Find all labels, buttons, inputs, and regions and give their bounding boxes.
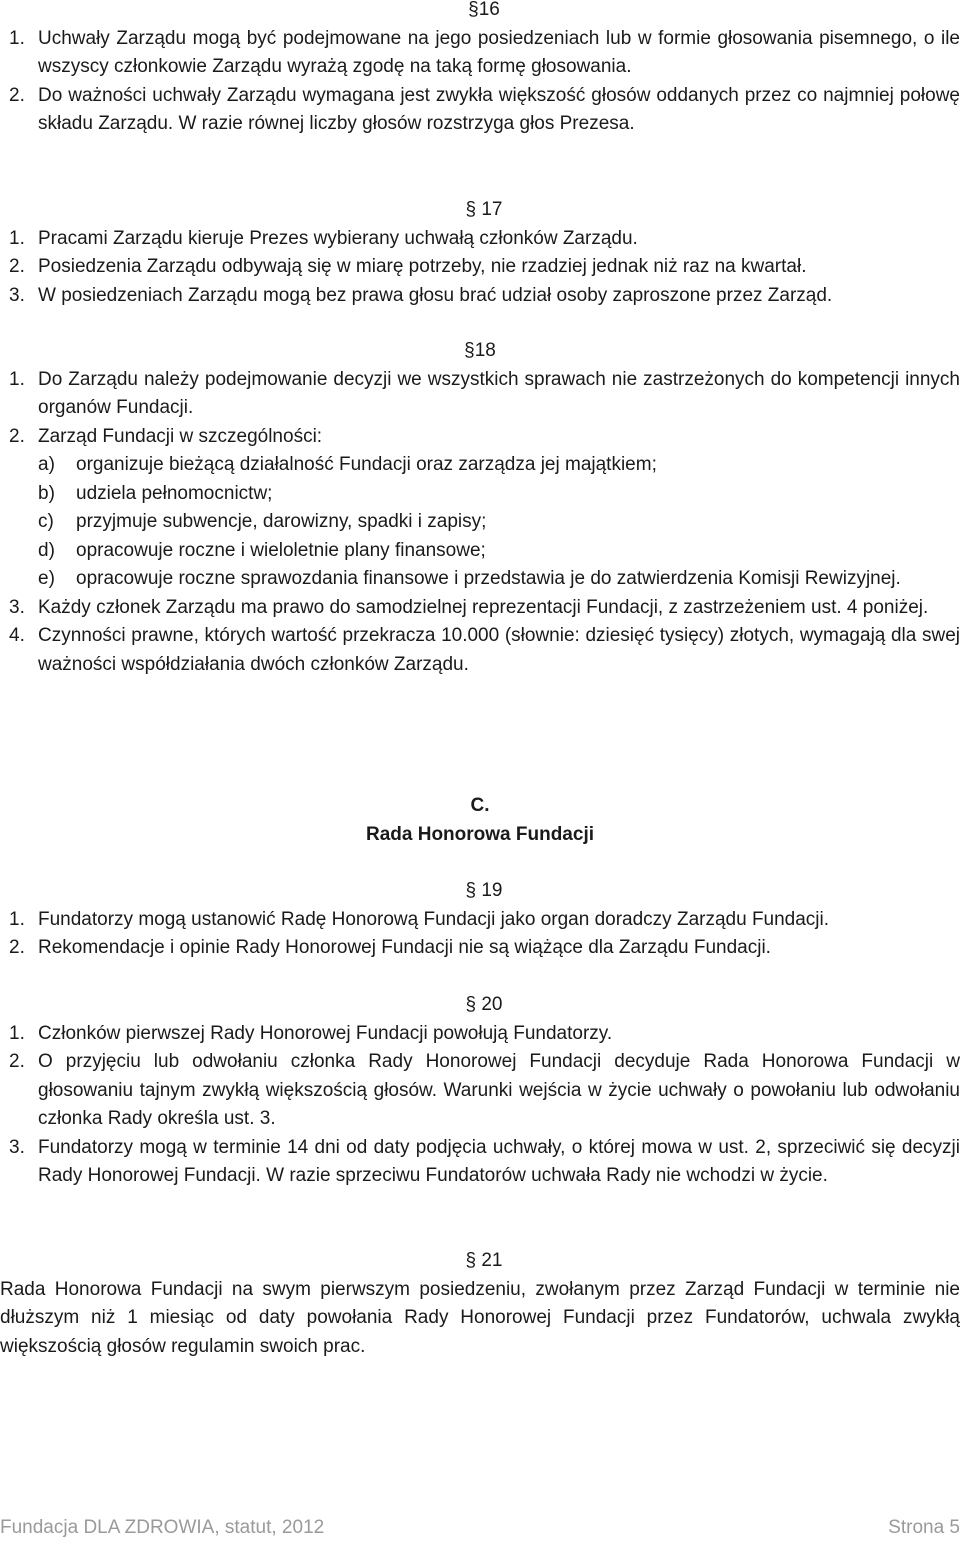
list-item: 2. Rekomendacje i opinie Rady Honorowej Fundacji nie są wiążące dla Zarządu Fundacji. (9, 937, 771, 958)
list-item: 2. Zarząd Fundacji w szczególności: (9, 425, 323, 447)
sub-item: b) udziela pełnomocnictw; (38, 482, 273, 504)
section-heading: §16 (468, 0, 500, 20)
chapter-letter: C. (470, 795, 490, 816)
section-heading: § 17 (465, 199, 503, 220)
list-item: 3. Fundatorzy mogą w terminie 14 dni od daty podjęcia uchwały, o której mowa w ust. 2, sprzeciwić się decyzji Rady Honorowej Fundacji. W razie sprzeciwu Fundatorów uchwała Rady nie wchodzi w życie. (9, 1136, 960, 1186)
list-item: 2. Do ważności uchwały Zarządu wymagana jest zwykła większość głosów oddanych przez co najmniej połowę składu Zarządu. W razie równej liczby głosów rozstrzyga głos Prezesa. (9, 84, 960, 134)
sub-item: c) przyjmuje subwencje, darowizny, spadki i zapisy; (38, 511, 487, 532)
list-item: 1. Członków pierwszej Rady Honorowej Fundacji powołują Fundatorzy. (9, 1022, 613, 1044)
list-item: 3. W posiedzeniach Zarządu mogą bez prawa głosu brać udział osoby zaproszone przez Zarząd. (9, 284, 833, 306)
list-item: 1. Do Zarządu należy podejmowanie decyzji we wszystkich sprawach nie zastrzeżonych do kompetencji innych organów Fundacji. (9, 368, 960, 418)
chapter-title: Rada Honorowa Fundacji (365, 823, 595, 845)
section-heading: § 21 (465, 1250, 503, 1271)
chapter-heading (0, 792, 960, 849)
list-item: 1. Pracami Zarządu kieruje Prezes wybierany uchwałą członków Zarządu. (9, 227, 638, 249)
section-19 (0, 877, 960, 963)
section-heading: §18 (464, 340, 496, 361)
list-item: 2. O przyjęciu lub odwołaniu członka Rady Honorowej Fundacji decyduje Rada Honorowa Fundacji w głosowaniu tajnym zwykłą większością głosów. Warunki wejścia w życie uchwały o powołaniu lub odwołaniu członka Rady określa ust. 3. (9, 1051, 960, 1129)
list-item: 1. Uchwały Zarządu mogą być podejmowane na jego posiedzeniach lub w formie głosowania pisemnego, o ile wszyscy członkowie Zarządu wyrażą zgodę na taką formę głosowania. (9, 27, 960, 77)
section-heading: § 20 (465, 994, 503, 1015)
sub-item: a) organizuje bieżącą działalność Fundacji oraz zarządza jej majątkiem; (38, 454, 657, 475)
list-item: 3. Każdy członek Zarządu ma prawo do samodzielnej reprezentacji Fundacji, z zastrzeżeniem ust. 4 poniżej. (9, 596, 929, 618)
section-20 (0, 991, 960, 1191)
list-item: 1. Fundatorzy mogą ustanowić Radę Honorową Fundacji jako organ doradczy Zarządu Fundacji. (9, 908, 830, 930)
paragraph: Rada Honorowa Fundacji na swym pierwszym posiedzeniu, zwołanym przez Zarząd Fundacji w terminie nie dłuższym niż 1 miesiąc od daty powołania Rady Honorowej Fundacji przez Fundatorów, uchwala zwykłą większością głosów regulamin swoich prac. (0, 1278, 960, 1357)
section-21 (0, 1247, 960, 1361)
section-16 (0, 0, 960, 139)
list-item: 4. Czynności prawne, których wartość przekracza 10.000 (słownie: dziesięć tysięcy) złotych, wymagają dla swej ważności współdziałania dwóch członków Zarządu. (9, 625, 960, 675)
sub-item: d) opracowuje roczne i wieloletnie plany finansowe; (38, 539, 486, 561)
page-number: Strona 5 (888, 1517, 960, 1538)
section-17 (0, 196, 960, 310)
section-18 (0, 337, 960, 679)
footer-title: Fundacja DLA ZDROWIA, statut, 2012 (0, 1517, 325, 1538)
list-item: 2. Posiedzenia Zarządu odbywają się w miarę potrzeby, nie rzadziej jednak niż raz na kwartał. (9, 256, 807, 277)
sub-item: e) opracowuje roczne sprawozdania finansowe i przedstawia je do zatwierdzenia Komisji Rewizyjnej. (38, 568, 901, 589)
section-heading: § 19 (465, 880, 503, 901)
